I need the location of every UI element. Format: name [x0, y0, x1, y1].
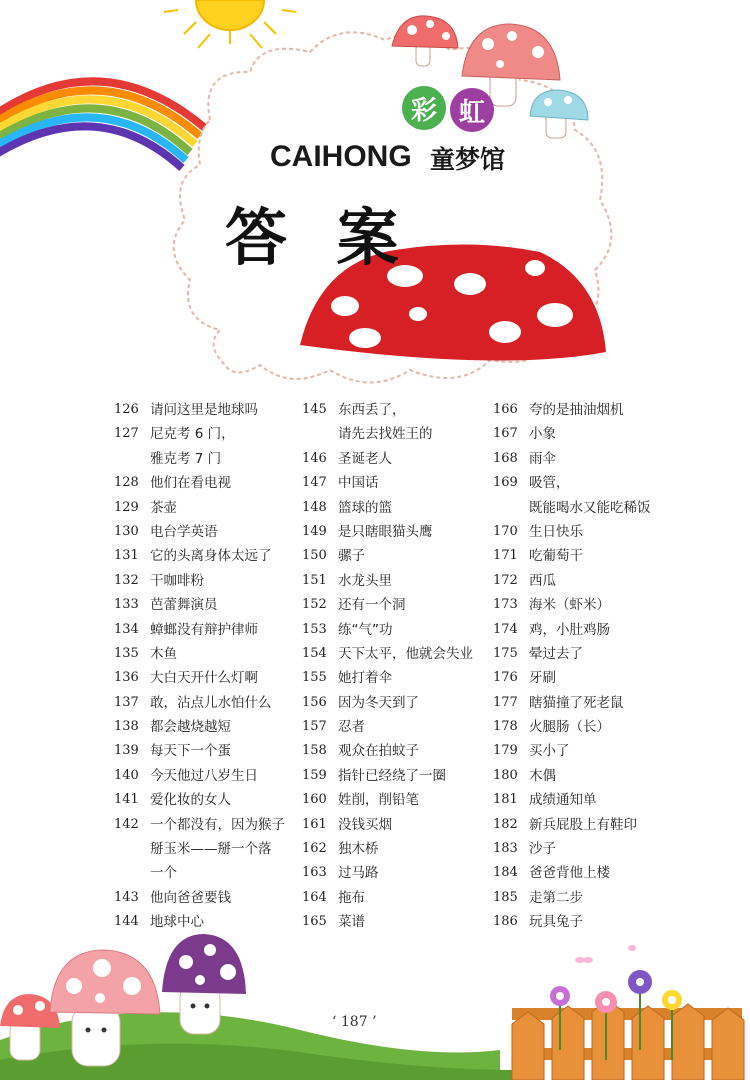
answer-number: 127: [114, 426, 139, 442]
answer-number: 133: [114, 597, 139, 613]
answer-text: 海米（虾米）: [529, 597, 610, 614]
answer-row: [114, 520, 300, 544]
answer-row: [114, 569, 300, 593]
answer-text: 尼克考 6 门，: [150, 426, 235, 443]
answer-text: 电台学英语: [150, 523, 218, 540]
answer-number: 175: [493, 645, 518, 661]
answer-text: 生日快乐: [529, 523, 583, 540]
answer-column-2: [302, 398, 492, 935]
answer-text: 每天下一个蛋: [150, 743, 231, 760]
answer-row: [302, 422, 492, 446]
answer-row: [302, 642, 492, 666]
answer-row: [114, 813, 300, 837]
answer-number: 185: [493, 889, 518, 905]
answer-text: 芭蕾舞演员: [150, 597, 218, 614]
answer-number: 168: [493, 450, 518, 466]
answer-text: 篮球的篮: [338, 499, 392, 516]
answer-row: [302, 813, 492, 837]
answer-number: 182: [493, 816, 518, 832]
answer-number: 179: [493, 743, 518, 759]
answer-text: 敢，沾点儿水怕什么: [150, 694, 272, 711]
answer-row: [114, 788, 300, 812]
answer-number: 165: [302, 914, 327, 930]
answer-number: 141: [114, 792, 139, 808]
answer-number: 167: [493, 426, 518, 442]
answer-text: 因为冬天到了: [338, 694, 419, 711]
answer-row: [114, 593, 300, 617]
answer-text: 菜谱: [338, 914, 365, 931]
answer-text: 既能喝水又能吃稀饭: [529, 499, 651, 516]
answer-row: [302, 764, 492, 788]
answer-number: 170: [493, 523, 518, 539]
answer-row: [302, 691, 492, 715]
answer-row: [302, 886, 492, 910]
answer-text: 买小了: [529, 743, 570, 760]
page-title: 答 案: [225, 201, 413, 274]
answer-number: 181: [493, 792, 518, 808]
answer-number: 134: [114, 621, 139, 637]
answer-text: 大白天开什么灯啊: [150, 670, 258, 687]
answer-text: 夸的是抽油烟机: [529, 402, 624, 418]
answer-number: 171: [493, 548, 518, 564]
answer-row: [302, 544, 492, 568]
page-number: ‘ 187 ’: [332, 1014, 377, 1030]
answer-row: [302, 715, 492, 739]
answer-number: [114, 837, 150, 861]
answer-text: 没钱买烟: [338, 816, 392, 833]
rainbow-icon: [0, 81, 205, 168]
answer-row: [302, 593, 492, 617]
answer-text: 爱化妆的女人: [150, 792, 231, 809]
answer-column-1: [114, 398, 300, 935]
answer-number: 158: [302, 743, 327, 759]
answer-row: [114, 837, 300, 861]
answer-number: 140: [114, 767, 139, 783]
answer-text: 请先去找姓王的: [338, 426, 433, 443]
answer-text: 玩具兔子: [529, 914, 583, 931]
answer-row: [114, 886, 300, 910]
answer-number: 180: [493, 767, 518, 783]
answer-number: 135: [114, 645, 139, 661]
answer-text: 一个: [150, 865, 177, 882]
answer-text: 晕过去了: [529, 645, 583, 662]
answer-number: 184: [493, 865, 518, 881]
answer-row: [302, 398, 492, 422]
answer-row: [302, 837, 492, 861]
answer-row: [493, 569, 693, 593]
answer-row: [493, 764, 693, 788]
answer-number: 169: [493, 475, 518, 491]
answer-row: [114, 764, 300, 788]
answer-text: 小象: [529, 426, 556, 443]
answer-number: 138: [114, 719, 139, 735]
answer-text: 水龙头里: [338, 572, 392, 589]
answer-row: [493, 593, 693, 617]
answer-row: [493, 691, 693, 715]
answer-number: 173: [493, 597, 518, 613]
answer-row: [493, 398, 693, 422]
answer-number: 159: [302, 767, 327, 783]
answer-row: [114, 447, 300, 471]
answer-number: 126: [114, 402, 139, 417]
answer-row: [493, 837, 693, 861]
answer-text: 指针已经绕了一圈: [338, 767, 446, 784]
answer-row: [493, 471, 693, 495]
answer-number: 137: [114, 694, 139, 710]
answer-text: 雨伞: [529, 450, 556, 467]
answer-text: 请问这里是地球吗: [150, 402, 258, 418]
answer-text: 骡子: [338, 548, 365, 565]
answer-text: 木偶: [529, 767, 556, 784]
answer-number: 128: [114, 475, 139, 491]
answer-number: 155: [302, 670, 327, 686]
answer-row: [302, 447, 492, 471]
answer-number: 129: [114, 499, 139, 515]
answer-text: 它的头离身体太远了: [150, 548, 272, 565]
answer-text: 都会越烧越短: [150, 719, 231, 736]
answer-row: [114, 666, 300, 690]
answer-number: 148: [302, 499, 327, 515]
answer-text: 一个都没有，因为猴子: [150, 816, 285, 833]
answer-text: 地球中心: [150, 914, 204, 931]
answer-number: 186: [493, 914, 518, 930]
answer-row: [302, 739, 492, 763]
answer-text: 观众在拍蚊子: [338, 743, 419, 760]
answer-text: 姓削，削铅笔: [338, 792, 419, 809]
answer-text: 牙刷: [529, 670, 556, 687]
answer-number: 150: [302, 548, 327, 564]
answer-row: [114, 739, 300, 763]
answer-row: [302, 861, 492, 885]
answer-text: 忍者: [338, 719, 365, 736]
answer-number: 183: [493, 841, 518, 857]
answer-number: 130: [114, 523, 139, 539]
logo-char-hong: 虹: [450, 88, 494, 132]
answer-number: 163: [302, 865, 327, 881]
answer-row: [302, 666, 492, 690]
answer-row: [114, 398, 300, 422]
answer-number: 151: [302, 572, 327, 588]
answer-number: 178: [493, 719, 518, 735]
answer-text: 雅克考 7 门: [150, 450, 222, 467]
answer-number: 131: [114, 548, 139, 564]
answer-number: 142: [114, 816, 139, 832]
answer-text: 鸡，小肚鸡肠: [529, 621, 610, 638]
answer-row: [493, 861, 693, 885]
answer-text: 干咖啡粉: [150, 572, 204, 589]
answer-row: [493, 886, 693, 910]
answer-row: [493, 788, 693, 812]
brand-name-latin: CAIHONG: [270, 140, 412, 173]
answer-row: [493, 618, 693, 642]
answer-row: [493, 666, 693, 690]
answer-text: 今天他过八岁生日: [150, 767, 258, 784]
answer-text: 茶壶: [150, 499, 177, 516]
answer-number: 162: [302, 841, 327, 857]
answer-number: 147: [302, 475, 327, 491]
answer-text: 成绩通知单: [529, 792, 597, 809]
answer-text: 还有一个洞: [338, 597, 406, 614]
answer-number: 139: [114, 743, 139, 759]
answer-number: 166: [493, 402, 518, 417]
answer-text: 吸管，: [529, 475, 570, 492]
answer-row: [493, 544, 693, 568]
butterfly-icon: [575, 945, 636, 963]
answer-row: [493, 813, 693, 837]
answer-row: [114, 496, 300, 520]
answer-number: 145: [302, 402, 327, 417]
answer-text: 走第二步: [529, 889, 583, 906]
answer-number: 176: [493, 670, 518, 686]
answer-number: [114, 447, 150, 471]
answer-row: [114, 715, 300, 739]
answer-text: 东西丢了，: [338, 402, 406, 418]
answer-row: [493, 642, 693, 666]
answer-text: 过马路: [338, 865, 379, 882]
answer-text: 瞎猫撞了死老鼠: [529, 694, 624, 711]
answer-number: [493, 496, 529, 520]
answer-text: 他向爸爸要钱: [150, 889, 231, 906]
answer-number: 172: [493, 572, 518, 588]
answer-number: 143: [114, 889, 139, 905]
answer-number: 153: [302, 621, 327, 637]
answer-row: [114, 642, 300, 666]
answer-text: 蟑螂没有辩护律师: [150, 621, 258, 638]
answer-text: 西瓜: [529, 572, 556, 589]
answer-text: 圣诞老人: [338, 450, 392, 467]
answer-number: 132: [114, 572, 139, 588]
answer-number: 149: [302, 523, 327, 539]
answer-number: 177: [493, 694, 518, 710]
answer-number: 144: [114, 914, 139, 930]
answer-text: 掰玉米——掰一个落: [150, 841, 272, 858]
answer-row: [114, 618, 300, 642]
answer-number: 174: [493, 621, 518, 637]
answer-row: [493, 422, 693, 446]
answer-number: [302, 422, 338, 446]
answer-number: 164: [302, 889, 327, 905]
answer-row: [493, 447, 693, 471]
brand-name-chinese: 童梦馆: [430, 145, 506, 174]
answer-number: 160: [302, 792, 327, 808]
answer-text: 沙子: [529, 841, 556, 858]
answer-number: 156: [302, 694, 327, 710]
footer-illustration: [0, 920, 750, 1080]
answer-number: 154: [302, 645, 327, 661]
answer-text: 中国话: [338, 475, 379, 492]
answer-row: [302, 569, 492, 593]
answer-text: 她打着伞: [338, 670, 392, 687]
answer-row: [493, 520, 693, 544]
answer-text: 新兵屁股上有鞋印: [529, 816, 637, 833]
answer-row: [302, 520, 492, 544]
answer-text: 是只瞎眼猫头鹰: [338, 523, 433, 540]
answer-number: 136: [114, 670, 139, 686]
logo-char-cai: 彩: [402, 86, 446, 130]
answer-row: [302, 788, 492, 812]
answer-column-3: [493, 398, 693, 935]
answer-row: [302, 618, 492, 642]
answer-number: 152: [302, 597, 327, 613]
answer-text: 木鱼: [150, 645, 177, 662]
answer-row: [114, 544, 300, 568]
fence-icon: [512, 1000, 744, 1080]
answer-text: 练“气”功: [338, 621, 393, 638]
sun-icon: [164, 0, 296, 48]
answer-row: [114, 471, 300, 495]
answer-text: 拖布: [338, 889, 365, 906]
answer-row: [493, 739, 693, 763]
answer-row: [493, 715, 693, 739]
answer-text: 爸爸背他上楼: [529, 865, 610, 882]
answer-text: 天下太平，他就会失业: [338, 645, 473, 662]
answer-number: 161: [302, 816, 327, 832]
answer-row: [114, 861, 300, 885]
answer-row: [302, 496, 492, 520]
answer-text: 吃葡萄干: [529, 548, 583, 565]
answer-text: 他们在看电视: [150, 475, 231, 492]
answer-text: 独木桥: [338, 841, 379, 858]
answer-row: [493, 496, 693, 520]
answer-row: [302, 471, 492, 495]
answer-number: 146: [302, 450, 327, 466]
answer-row: [114, 691, 300, 715]
answer-number: 157: [302, 719, 327, 735]
answer-text: 火腿肠（长）: [529, 719, 610, 736]
answer-row: [114, 422, 300, 446]
answer-number: [114, 861, 150, 885]
